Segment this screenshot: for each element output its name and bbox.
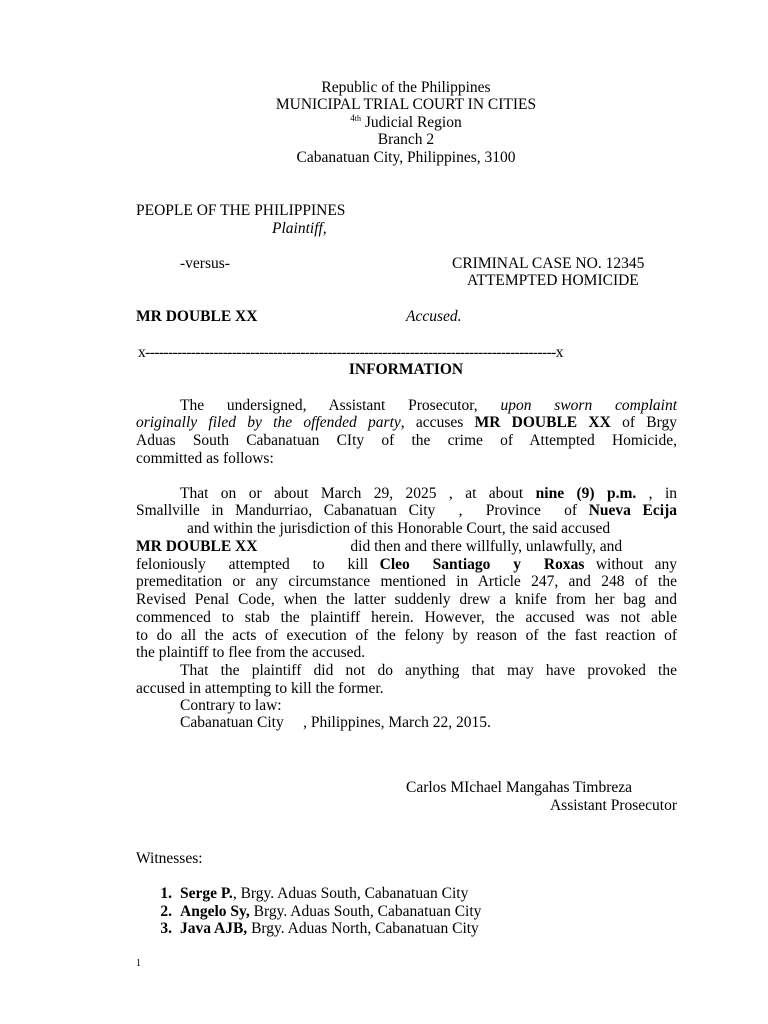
versus-label: -versus- — [180, 255, 230, 272]
plaintiff-name: PEOPLE OF THE PHILIPPINES — [136, 202, 346, 219]
plaintiff-role: Plaintiff, — [272, 220, 327, 237]
body-p2-line-2: accused in attempting to kill the former. — [136, 680, 384, 697]
court-header-branch: Branch 2 — [377, 131, 435, 148]
body-line-5: feloniously attempted to kill Cleo Santiago y Roxas without any — [136, 556, 678, 573]
body-line-3: and within the jurisdiction of this Honorable Court, the said accused — [187, 520, 611, 537]
intro-line-3: Aduas South Cabanatuan CIty of the crime of Attempted Homicide, — [136, 432, 677, 449]
witness-item-1: 1. Serge P., Brgy. Aduas South, Cabanatuan City — [160, 885, 469, 902]
intro-line-4: committed as follows: — [136, 450, 274, 467]
accused-role: Accused. — [406, 308, 462, 325]
place-and-date: Cabanatuan City , Philippines, March 22, 2015. — [180, 714, 491, 731]
court-header-line2: MUNICIPAL TRIAL COURT IN CITIES — [275, 96, 537, 113]
body-line-8: commenced to stab the plaintiff herein. However, the accused was not able — [136, 609, 677, 626]
signatory-name: Carlos MIchael Mangahas Timbreza — [406, 779, 632, 796]
document-title: INFORMATION — [348, 361, 464, 378]
body-line-4: MR DOUBLE XX did then and there willfully, unlawfully, and — [136, 538, 623, 555]
witness-item-2: 2. Angelo Sy, Brgy. Aduas South, Cabanatuan City — [160, 903, 482, 920]
region-superscript: 4th — [350, 113, 361, 123]
signatory-title: Assistant Prosecutor — [549, 797, 677, 814]
caption-divider: x------------------------------------------------------------------------------------------x — [138, 344, 563, 361]
court-header-address: Cabanatuan City, Philippines, 3100 — [296, 149, 516, 166]
witness-item-3: 3. Java AJB, Brgy. Aduas North, Cabanatuan City — [160, 920, 479, 937]
body-line-10: the plaintiff to flee from the accused. — [136, 644, 366, 661]
court-header-line1: Republic of the Philippines — [321, 79, 491, 96]
region-text: Judicial Region — [364, 114, 462, 131]
page-number: 1 — [136, 958, 141, 969]
contrary-to-law: Contrary to law: — [180, 697, 282, 714]
body-line-1: That on or about March 29, 2025 , at about nine (9) p.m. , in — [180, 485, 677, 502]
body-line-7: Revised Penal Code, when the latter suddenly drew a knife from her bag and — [136, 591, 677, 608]
case-number: CRIMINAL CASE NO. 12345 — [452, 255, 645, 272]
body-line-2: Smallville in Mandurriao, Cabanatuan City , Province of Nueva Ecija — [136, 502, 677, 519]
offense-label: ATTEMPTED HOMICIDE — [467, 272, 639, 289]
body-line-6: premeditation or any circumstance mentioned in Article 247, and 248 of the — [136, 573, 677, 590]
accused-name: MR DOUBLE XX — [136, 308, 258, 325]
intro-line-1: The undersigned, Assistant Prosecutor, upon sworn complaint — [180, 397, 678, 414]
witnesses-label: Witnesses: — [136, 850, 203, 867]
court-header-region — [0, 113, 768, 132]
body-p2-line-1: That the plaintiff did not do anything that may have provoked the — [180, 662, 677, 679]
intro-line-2: originally filed by the offended party, accuses MR DOUBLE XX of Brgy — [136, 414, 678, 431]
body-line-9: to do all the acts of execution of the felony by reason of the fast reaction of — [136, 627, 677, 644]
